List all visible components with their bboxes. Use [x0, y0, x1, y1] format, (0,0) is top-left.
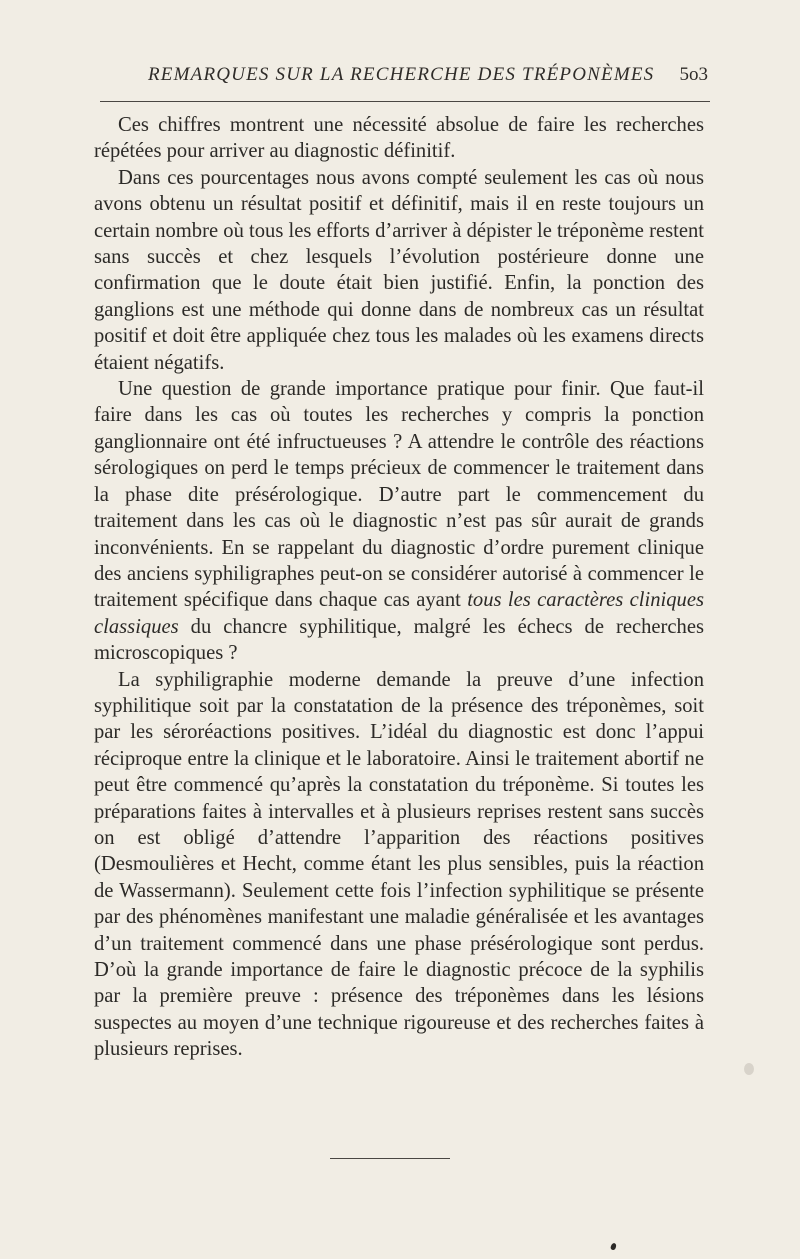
paragraph-3-text-before: Une question de grande importance pratique pour finir. Que faut-il faire dans les cas où toutes les recherches y compris la ponction ganglionnaire ont été infructueuses ? A attendre le contrôle des réactions sérologiques on perd le temps précieux de commencer le traitement dans la phase dite présérologique. D’autre part le commencement du traitement dans les cas où le diagnostic n’est pas sûr aurait de grands inconvénients. En se rappelant du diagnostic d’ordre purement clinique des anciens syphiligraphes peut-on se considérer autorisé à commencer le traitement spécifique dans chaque cas ayant: [94, 378, 704, 612]
ink-mark: [610, 1242, 617, 1250]
running-head: [100, 64, 710, 92]
body-text: [94, 112, 704, 1063]
paragraph-3: [94, 376, 704, 666]
paragraph-1: Ces chiffres montrent une nécessité absolue de faire les recherches répétées pour arriver au diagnostic définitif.: [94, 114, 704, 163]
paper-blemish: [744, 1063, 754, 1075]
header-rule: [100, 101, 710, 102]
running-title: REMARQUES SUR LA RECHERCHE DES TRÉPONÈMES: [148, 64, 655, 85]
page-number: 5o3: [679, 64, 708, 85]
paragraph-4: La syphiligraphie moderne demande la preuve d’une infection syphilitique soit par la constatation de la présence des tréponèmes, soit par les séroréactions positives. L’idéal du diagnostic est donc l’appui réciproque entre la clinique et le laboratoire. Ainsi le traitement abortif ne peut être commencé qu’après la constatation du tréponème. Si toutes les préparations faites à intervalles et à plusieurs reprises restent sans succès on est obligé d’attendre l’apparition des réactions positives (Desmoulières et Hecht, comme étant les plus sensibles, puis la réaction de Wassermann). Seulement cette fois l’infection syphilitique se présente par des phénomènes manifestant une maladie généralisée et les avantages d’un traitement commencé dans une phase présérologique sont perdus. D’où la grande importance de faire le diagnostic précoce de la syphilis par la première preuve : présence des tréponèmes dans les lésions suspectes au moyen d’une technique rigoureuse et des recherches faites à plusieurs reprises.: [94, 668, 704, 1061]
closing-rule: [330, 1158, 450, 1159]
paragraph-3-text-after: du chancre syphilitique, malgré les échecs de recherches microscopiques ?: [94, 615, 704, 665]
paragraph-2: Dans ces pourcentages nous avons compté seulement les cas où nous avons obtenu un résultat positif et définitif, mais il en reste toujours un certain nombre où tous les efforts d’arriver à dépister le tréponème restent sans succès et chez lesquels l’évolution postérieure donne une confirmation que le doute était bien justifié. Enfin, la ponction des ganglions est une méthode qui donne dans de nombreux cas un résultat positif et doit être appliquée chez tous les malades où les examens directs étaient négatifs.: [94, 166, 704, 374]
paragraph-3-italic-phrase: tous les caractères cliniques classiques: [94, 589, 704, 638]
